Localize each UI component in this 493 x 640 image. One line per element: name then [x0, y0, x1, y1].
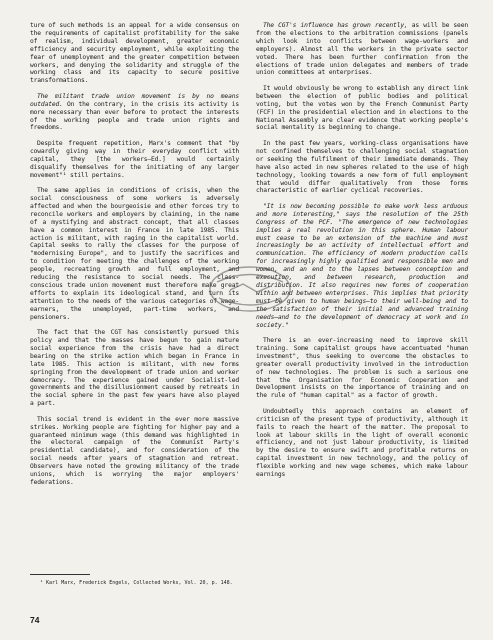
right-paragraph-1: The CGT's influence has grown recently, as will be seen from the elections to the arbitration commissions (panels which look into conflicts between wage-workers and employers). Almost all the workers in the private sector voted. There has been further confirmation from the elections of trade union delegates and members of trade union committees at enterprises.	[256, 22, 468, 77]
left-column	[30, 22, 239, 495]
right-paragraph-2: It would obviously be wrong to establish any direct link between the election of public bodies and political voting, but the votes won by the French Communist Party (FCF) in the presidential election and in elections to the National Assembly are clear evidence that working people's social mentality is beginning to change.	[256, 84, 468, 132]
right-paragraph-3: In the past few years, working-class organisations have not confined themselves to challenging social stagnation or seeking the fulfilment of their immediate demands. They have also acted in new spheres related to the use of high technology, looking towards a new form of full employment that would differ qualitatively from those forms characteristic of earlier cyclical recoveries.	[256, 139, 468, 195]
left-paragraph-1: ture of such methods is an appeal for a wide consensus on the requirements of capitalist profitability for the sake of realism, individual development, greater economic efficiency and security employment, while exploiting the fear of unemployment and the greater competition between workers, and denying the solidarity and struggle of the working class and its capacity to secure positive transformations.	[30, 22, 239, 85]
left-paragraph-3: Despite frequent repetition, Marx's comment that "by cowardly giving way in their everyday conflict with capital, they [the workers—Ed.] would certainly disqualify themselves for the initiating of any larger movement"¹ still pertains.	[30, 139, 239, 179]
right-quote-paragraph: "It is now becoming possible to make work less arduous and more interesting," says the resolution of the 25th Congress of the PCF. "The emergence of new technologies implies a real revolution in this sphere. Human labour must cease to be an extension of the machine and must increasingly be an activity of intellectual effort and communication. The efficiency of modern production calls for increasingly highly qualified and responsible men and women, and an end to the lapses between conception and execution, and between research, production and distribution. It also requires new forms of cooperation within and between enterprises. This implies that priority must be given to human beings—to their well-being and to the satisfaction of their initial and advanced training needs—and to the development of democracy at work and in society."	[256, 202, 468, 329]
library-stamp-icon	[205, 262, 295, 317]
right-paragraph-6: Undoubtedly this approach contains an element of criticism of the present type of productivity, although it fails to reach the heart of the matter. The proposal to look at labour skills in the light of overall economic efficiency, and not just labour productivity, is limited by the desire to ensure swift and profitable returns on capital investment in new technology, and the policy of flexible working and new wage schemes, which make labour earnings	[256, 407, 468, 479]
left-paragraph-4: The same applies in conditions of crisis, when the social consciousness of some workers is adversely affected and when the bourgeoisie and other forces try to reconcile workers and employers by claiming, in the name of a mystifying and abstract concept, that all classes have a common interest in France in late 1985. This action is militant, with raging in the capitalist world. Capital seeks to rally the classes for the purpose of "modernising Europe", and to justify the sacrifices and to condition for meeting the challenges of the working people, recreating growth and full employment, and reducing the resistance to social needs. The class-conscious trade union movement must therefore make great efforts to explain its ideological stand, and turn its attention to the needs of the various categories of wage-earners, the unemployed, part-time workers, and pensioners.	[30, 187, 239, 321]
left-paragraph-5: The fact that the CGT has consistently pursued this policy and that the masses have begun to gain mature social experience from the crisis have had a direct bearing on the strike action which began in France in late 1985. This action is militant, with new forms springing from the development of trade union and worker democracy. The experience gained under Socialist-led governments and the disillusionment caused by retreats in the social sphere in the past few years have also played a part.	[30, 329, 239, 408]
footnote-rule	[30, 574, 90, 575]
left-paragraph-2: The militant trade union movement is by no means outdated. On the contrary, in the crisis its activity is more necessary than ever before to protect the interests of the working people and trade union rights and freedoms.	[30, 92, 239, 132]
footnote: ¹ Karl Marx, Frederick Engels, Collected Works, Vol. 20, p. 148.	[40, 580, 233, 586]
right-column	[256, 22, 468, 487]
right-paragraph-5: There is an ever-increasing need to improve skill training. Some capitalist groups have accentuated "human investment", thus seeking to overcome the obstacles to greater overall productivity involved in the introduction of new technologies. The problem is such a serious one that the Organisation for Economic Cooperation and Development insists on the importance of training and on the rule of "human capital" as a factor of growth.	[256, 337, 468, 400]
page-number: 74	[30, 615, 40, 625]
left-paragraph-6: This social trend is evident in the ever more massive strikes. Working people are fighting for higher pay and a guaranteed minimum wage (this demand was highlighted in the electoral campaign of the Communist Party's presidential candidate), and for consideration of the social needs after years of stagnation and retreat. Observers have noted the growing militancy of the trade unions, which is worrying the major employers' federations.	[30, 415, 239, 486]
